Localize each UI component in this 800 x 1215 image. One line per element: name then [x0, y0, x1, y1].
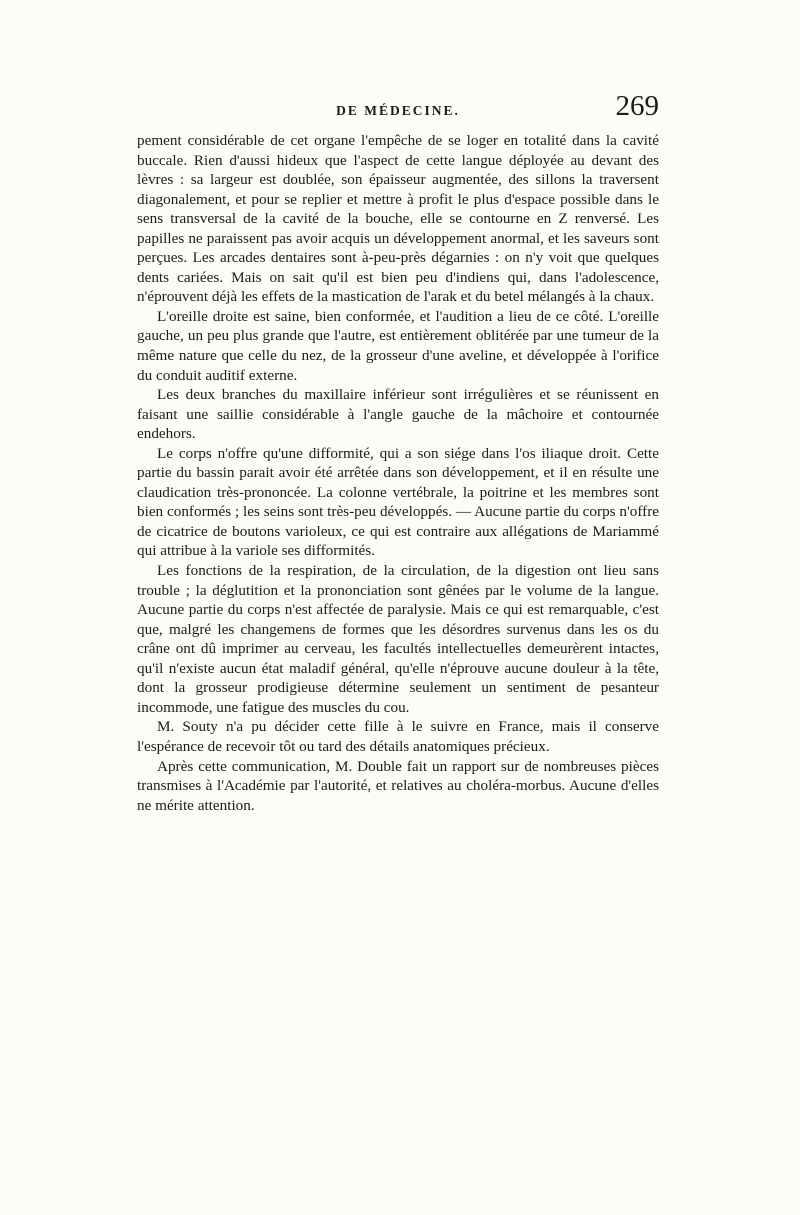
page-header	[137, 92, 659, 132]
paragraph-functions: Les fonctions de la respiration, de la circulation, de la digestion ont lieu sans trouble ; la déglutition et la prononciation sont gênées par le volume de la langue. Aucune partie du corps n'est affectée de paralysie. Mais ce qui est remarquable, c'est que, malgré les changemens de formes que les désordres survenus dans les os du crâne ont dû imprimer au cerveau, les facultés intellectuelles demeurèrent intactes, qu'il n'existe aucun état maladif général, qu'elle n'éprouve aucune douleur à la tête, dont la grosseur prodigieuse détermine seulement un sentiment de pesanteur incommode, une fatigue des muscles du cou.	[137, 562, 659, 716]
page-number: 269	[615, 90, 659, 122]
paragraph-souty: M. Souty n'a pu décider cette fille à le suivre en France, mais il conserve l'espérance de recevoir tôt ou tard des détails anatomiques précieux.	[137, 718, 659, 755]
paragraph-jaw: Les deux branches du maxillaire inférieur sont irrégulières et se réunissent en faisant une saillie considérable à l'angle gauche de la mâchoire et contournée endehors.	[137, 386, 659, 443]
running-head: DE MÉDECINE.	[336, 103, 460, 118]
paragraph-ears: L'oreille droite est saine, bien conformée, et l'audition a lieu de ce côté. L'oreille gauche, un peu plus grande que l'autre, est entièrement oblitérée par une tumeur de la même nature que celle du nez, de la grosseur d'une aveline, et développée à l'orifice du conduit auditif externe.	[137, 307, 659, 384]
paragraph-tongue-continuation: pement considérable de cet organe l'empêche de se loger en totalité dans la cavité buccale. Rien d'aussi hideux que l'aspect de cette langue déployée au devant des lèvres : sa largeur est doublée, son épaisseur augmentée, des sillons la traversent diagonalement, et pour se replier et mettre à profit le plus d'espace possible dans le sens transversal de la cavité de la bouche, elle se contourne en Z renversé. Les papilles ne paraissent pas avoir acquis un développement anormal, et les saveurs sont perçues. Les arcades dentaires sont à-peu-près dégarnies : on n'y voit que quelques dents cariées. Mais on sait qu'il est bien peu d'indiens qui, dans l'adolescence, n'éprouvent déjà les effets de la mastication de l'arak et du betel mélangés à la chaux.	[137, 132, 659, 306]
paragraph-body-deformity: Le corps n'offre qu'une difformité, qui a son siége dans l'os iliaque droit. Cette partie du bassin parait avoir été arrêtée dans son développement, et il en résulte une claudication très-prononcée. La colonne vertébrale, la poitrine et les membres sont bien conformés ; les seins sont très-peu développés. — Aucune partie du corps n'offre de cicatrice de boutons varioleux, ce qui est contraire aux allégations de Mariammé qui attribue à la variole ses difformités.	[137, 444, 659, 560]
body-text	[137, 131, 659, 815]
paragraph-double-report: Après cette communication, M. Double fait un rapport sur de nombreuses pièces transmises à l'Académie par l'autorité, et relatives au choléra-morbus. Aucune d'elles ne mérite attention.	[137, 757, 659, 814]
